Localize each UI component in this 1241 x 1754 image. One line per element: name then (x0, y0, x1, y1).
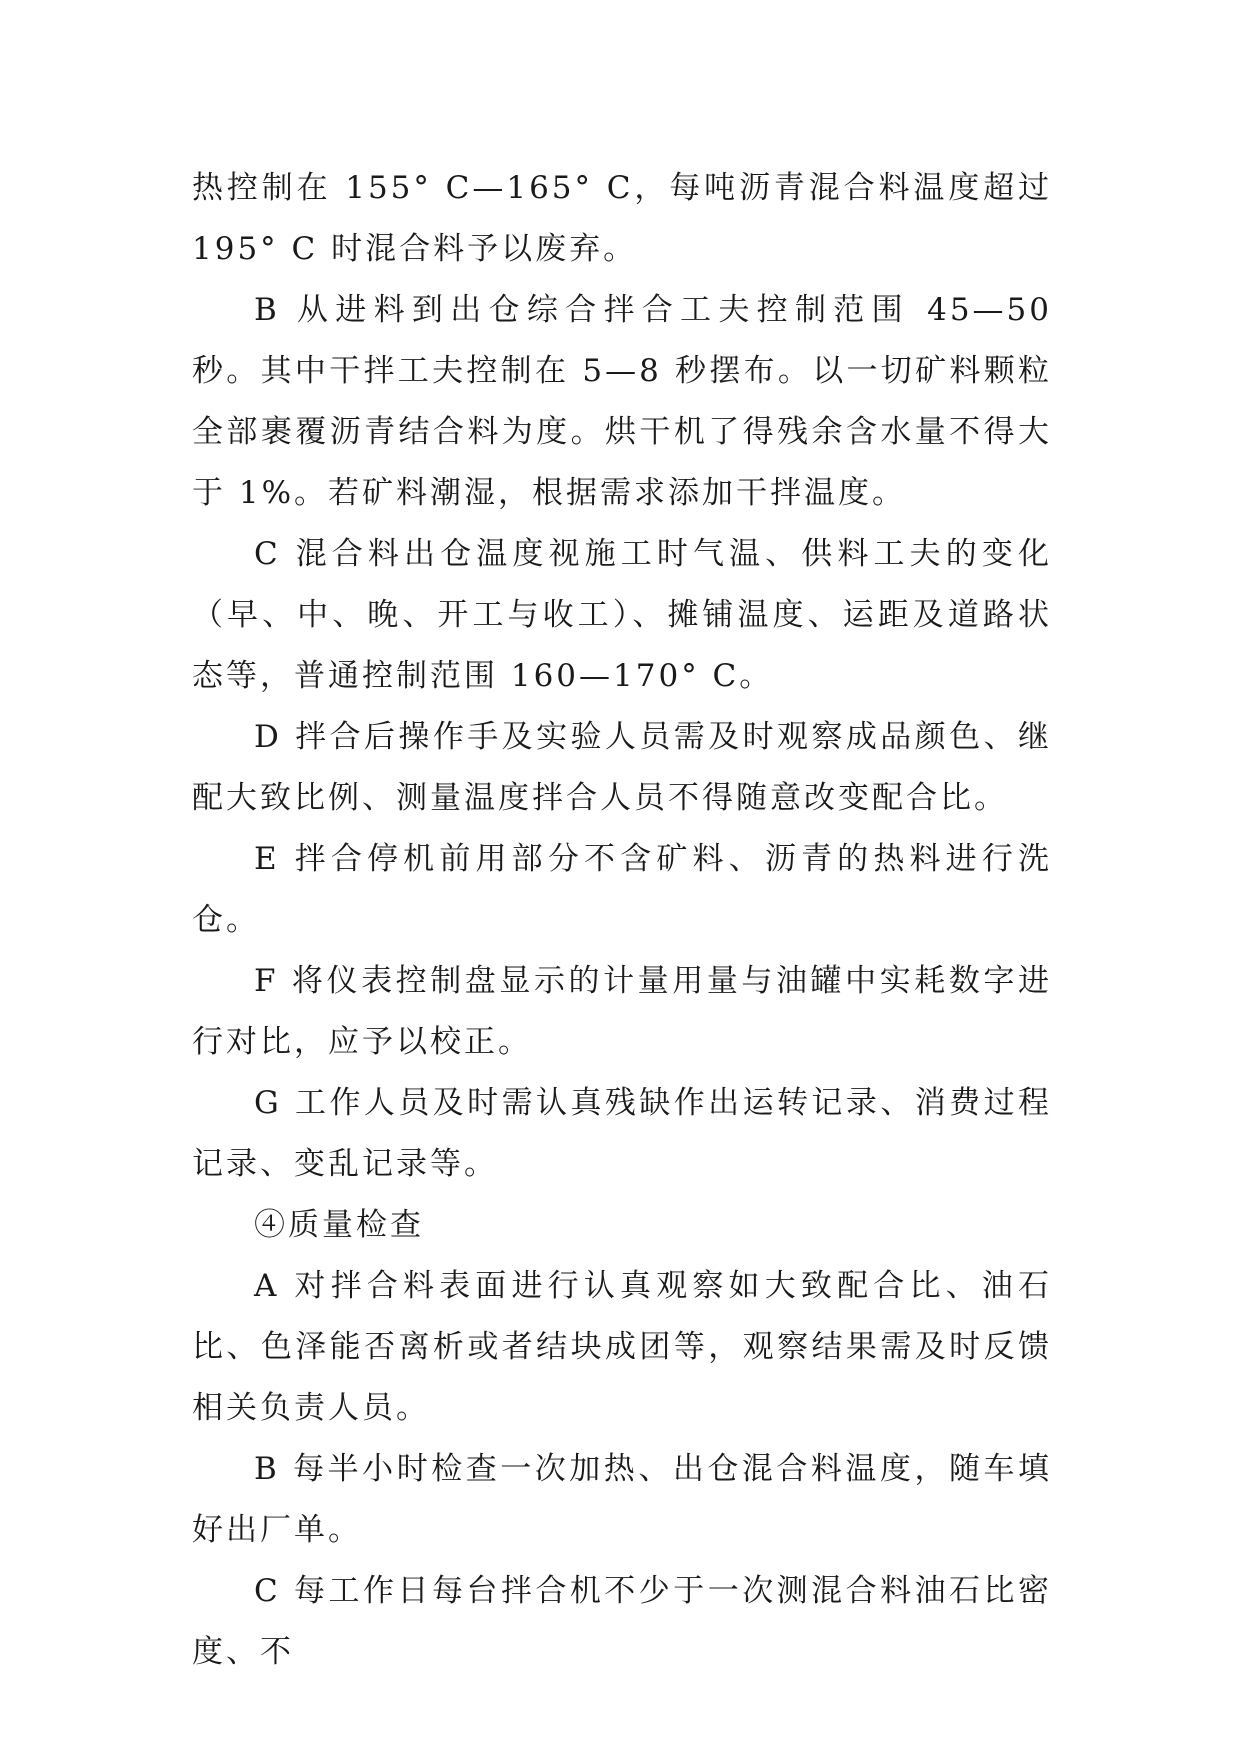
paragraph-g-records: G 工作人员及时需认真残缺作出运转记录、消费过程记录、变乱记录等。 (192, 1085, 1052, 1182)
document-body (192, 158, 1052, 1683)
section-heading-quality-check: ④质量检查 (254, 1207, 424, 1243)
paragraph-c-daily-test: C 每工作日每台拌合机不少于一次测混合料油石比密度、不 (192, 1573, 1052, 1670)
paragraph-c-discharge-temperature: C 混合料出仓温度视施工时气温、供料工夫的变化（早、中、晚、开工与收工）、摊铺温度、运距及道路状态等，普通控制范围 160—170° C。 (192, 536, 1052, 694)
paragraph-b-half-hour-check: B 每半小时检查一次加热、出仓混合料温度，随车填好出厂单。 (192, 1451, 1052, 1548)
paragraph-temperature-control: 热控制在 155° C—165° C，每吨沥青混合料温度超过 195° C 时混合料予以废弃。 (192, 170, 1052, 267)
paragraph-e-cleaning: E 拌合停机前用部分不含矿料、沥青的热料进行洗仓。 (192, 841, 1052, 938)
paragraph-a-surface-inspection: A 对拌合料表面进行认真观察如大致配合比、油石比、色泽能否离析或者结块成团等，观察结果需及时反馈相关负责人员。 (192, 1268, 1052, 1426)
paragraph-d-observation: D 拌合后操作手及实验人员需及时观察成品颜色、继配大致比例、测量温度拌合人员不得随意改变配合比。 (192, 719, 1052, 816)
paragraph-f-calibration: F 将仪表控制盘显示的计量用量与油罐中实耗数字进行对比，应予以校正。 (192, 963, 1052, 1060)
paragraph-b-mixing-time: B 从进料到出仓综合拌合工夫控制范围 45—50 秒。其中干拌工夫控制在 5—8 秒摆布。以一切矿料颗粒全部裹覆沥青结合料为度。烘干机了得残余含水量不得大于 1%。若矿料潮湿，根据需求添加干拌温度。 (192, 292, 1052, 511)
